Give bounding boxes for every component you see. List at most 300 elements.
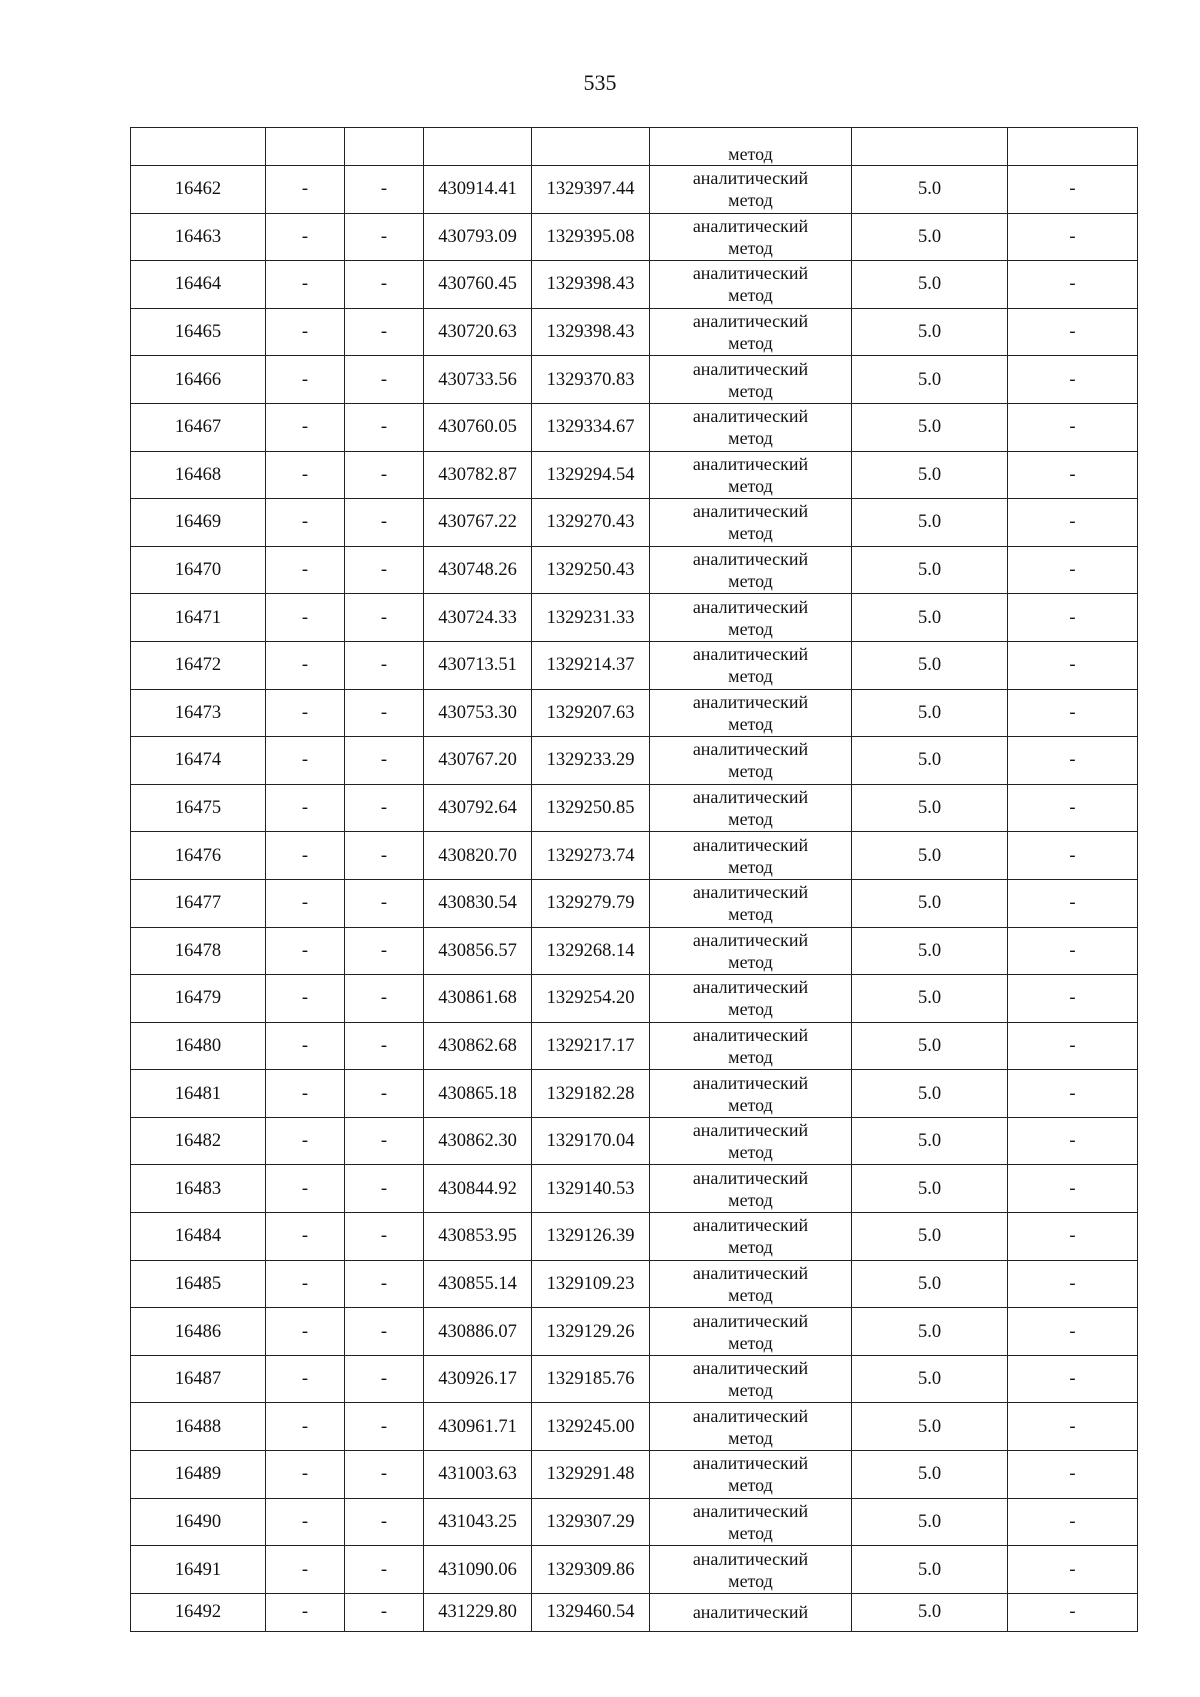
table-row xyxy=(131,261,1138,309)
cell-method xyxy=(650,1498,852,1546)
cell-col8: - xyxy=(1008,166,1138,214)
cell-col3: - xyxy=(345,1593,424,1631)
cell-method xyxy=(650,784,852,832)
cell-x xyxy=(424,128,532,166)
cell-method xyxy=(650,1546,852,1594)
cell-method xyxy=(650,166,852,214)
cell-col3: - xyxy=(345,451,424,499)
table-row xyxy=(131,1070,1138,1118)
cell-x: 430724.33 xyxy=(424,594,532,642)
cell-point-number: 16483 xyxy=(131,1165,266,1213)
cell-y xyxy=(532,128,650,166)
cell-y: 1329214.37 xyxy=(532,641,650,689)
cell-y: 1329250.43 xyxy=(532,546,650,594)
cell-col3: - xyxy=(345,832,424,880)
method-line1: аналитический xyxy=(692,1602,809,1623)
cell-col3: - xyxy=(345,403,424,451)
cell-col8: - xyxy=(1008,1117,1138,1165)
cell-col3: - xyxy=(345,784,424,832)
cell-accuracy: 5.0 xyxy=(852,261,1008,309)
cell-accuracy: 5.0 xyxy=(852,1022,1008,1070)
table-row xyxy=(131,1451,1138,1499)
cell-col8: - xyxy=(1008,1308,1138,1356)
cell-x: 431003.63 xyxy=(424,1451,532,1499)
cell-col3: - xyxy=(345,1070,424,1118)
method-line1: аналитический xyxy=(692,882,809,903)
cell-col3: - xyxy=(345,737,424,785)
cell-accuracy: 5.0 xyxy=(852,1498,1008,1546)
cell-col8: - xyxy=(1008,975,1138,1023)
cell-accuracy: 5.0 xyxy=(852,1451,1008,1499)
method-line2: метод xyxy=(728,475,773,496)
cell-method xyxy=(650,1022,852,1070)
cell-x: 430886.07 xyxy=(424,1308,532,1356)
cell-accuracy: 5.0 xyxy=(852,166,1008,214)
method-line1: аналитический xyxy=(692,453,809,474)
cell-x: 430760.45 xyxy=(424,261,532,309)
cell-point-number: 16489 xyxy=(131,1451,266,1499)
cell-x: 430793.09 xyxy=(424,213,532,261)
method-line1: аналитический xyxy=(692,168,809,189)
cell-col2: - xyxy=(266,261,345,309)
cell-point-number: 16490 xyxy=(131,1498,266,1546)
cell-y: 1329170.04 xyxy=(532,1117,650,1165)
cell-col8: - xyxy=(1008,1451,1138,1499)
cell-method xyxy=(650,975,852,1023)
cell-col3: - xyxy=(345,1498,424,1546)
cell-col8: - xyxy=(1008,1546,1138,1594)
method-line2: метод xyxy=(728,380,773,401)
method-line1: аналитический xyxy=(692,834,809,855)
cell-x: 430926.17 xyxy=(424,1355,532,1403)
cell-point-number: 16479 xyxy=(131,975,266,1023)
cell-x: 430767.22 xyxy=(424,499,532,547)
cell-col3: - xyxy=(345,1165,424,1213)
cell-point-number: 16469 xyxy=(131,499,266,547)
cell-method xyxy=(650,832,852,880)
cell-col2: - xyxy=(266,166,345,214)
cell-x: 430856.57 xyxy=(424,927,532,975)
cell-y: 1329140.53 xyxy=(532,1165,650,1213)
cell-col2: - xyxy=(266,879,345,927)
cell-col3: - xyxy=(345,1213,424,1261)
cell-col2: - xyxy=(266,403,345,451)
method-line1: аналитический xyxy=(692,263,809,284)
cell-y: 1329270.43 xyxy=(532,499,650,547)
cell-method xyxy=(650,1355,852,1403)
table-row xyxy=(131,1593,1138,1631)
cell-col8: - xyxy=(1008,1260,1138,1308)
cell-accuracy: 5.0 xyxy=(852,689,1008,737)
cell-accuracy: 5.0 xyxy=(852,213,1008,261)
method-line2: метод xyxy=(728,428,773,449)
table-row xyxy=(131,1498,1138,1546)
cell-point-number: 16484 xyxy=(131,1213,266,1261)
method-line2: метод xyxy=(728,856,773,877)
cell-method xyxy=(650,1070,852,1118)
cell-x: 430792.64 xyxy=(424,784,532,832)
method-line2: метод xyxy=(728,761,773,782)
cell-point-number: 16491 xyxy=(131,1546,266,1594)
cell-col8: - xyxy=(1008,1498,1138,1546)
cell-col8: - xyxy=(1008,1022,1138,1070)
method-line1: аналитический xyxy=(692,1358,809,1379)
cell-method xyxy=(650,1403,852,1451)
cell-y: 1329309.86 xyxy=(532,1546,650,1594)
coordinates-table xyxy=(130,127,1138,1632)
cell-y: 1329182.28 xyxy=(532,1070,650,1118)
method-line2: метод xyxy=(728,809,773,830)
cell-col3: - xyxy=(345,1403,424,1451)
cell-col3: - xyxy=(345,975,424,1023)
cell-col2: - xyxy=(266,546,345,594)
cell-col3: - xyxy=(345,499,424,547)
table-row xyxy=(131,1260,1138,1308)
cell-col8: - xyxy=(1008,737,1138,785)
cell-col3: - xyxy=(345,927,424,975)
cell-col8: - xyxy=(1008,356,1138,404)
cell-point-number: 16482 xyxy=(131,1117,266,1165)
cell-y: 1329109.23 xyxy=(532,1260,650,1308)
method-line2: метод xyxy=(728,237,773,258)
cell-accuracy: 5.0 xyxy=(852,1546,1008,1594)
cell-accuracy: 5.0 xyxy=(852,403,1008,451)
cell-col2: - xyxy=(266,594,345,642)
cell-x: 430861.68 xyxy=(424,975,532,1023)
cell-method xyxy=(650,879,852,927)
table-row xyxy=(131,356,1138,404)
cell-y: 1329460.54 xyxy=(532,1593,650,1631)
table-row xyxy=(131,546,1138,594)
cell-col8 xyxy=(1008,128,1138,166)
cell-col8: - xyxy=(1008,832,1138,880)
cell-col2: - xyxy=(266,1546,345,1594)
cell-method xyxy=(650,213,852,261)
cell-point-number: 16472 xyxy=(131,641,266,689)
method-line2: метод xyxy=(728,1570,773,1591)
cell-col8: - xyxy=(1008,1593,1138,1631)
cell-accuracy: 5.0 xyxy=(852,546,1008,594)
cell-point-number: 16476 xyxy=(131,832,266,880)
cell-y: 1329294.54 xyxy=(532,451,650,499)
cell-accuracy: 5.0 xyxy=(852,832,1008,880)
cell-accuracy: 5.0 xyxy=(852,1593,1008,1631)
cell-x: 430782.87 xyxy=(424,451,532,499)
cell-col2: - xyxy=(266,832,345,880)
cell-method xyxy=(650,546,852,594)
table-row xyxy=(131,737,1138,785)
cell-method xyxy=(650,689,852,737)
table-row xyxy=(131,1355,1138,1403)
table-row xyxy=(131,832,1138,880)
cell-col8: - xyxy=(1008,1403,1138,1451)
cell-accuracy: 5.0 xyxy=(852,356,1008,404)
method-line1: аналитический xyxy=(692,215,809,236)
cell-y: 1329398.43 xyxy=(532,308,650,356)
cell-y: 1329231.33 xyxy=(532,594,650,642)
table-row xyxy=(131,166,1138,214)
cell-y: 1329207.63 xyxy=(532,689,650,737)
cell-point-number: 16481 xyxy=(131,1070,266,1118)
cell-col8: - xyxy=(1008,213,1138,261)
cell-col3: - xyxy=(345,879,424,927)
cell-accuracy: 5.0 xyxy=(852,737,1008,785)
cell-col2: - xyxy=(266,641,345,689)
cell-col3: - xyxy=(345,1117,424,1165)
cell-y: 1329279.79 xyxy=(532,879,650,927)
cell-x: 431229.80 xyxy=(424,1593,532,1631)
method-continuation: метод xyxy=(728,144,773,164)
cell-point-number: 16463 xyxy=(131,213,266,261)
cell-method xyxy=(650,1117,852,1165)
cell-col8: - xyxy=(1008,499,1138,547)
cell-x: 430720.63 xyxy=(424,308,532,356)
cell-point-number: 16492 xyxy=(131,1593,266,1631)
cell-col2: - xyxy=(266,689,345,737)
cell-method xyxy=(650,1260,852,1308)
method-line1: аналитический xyxy=(692,358,809,379)
cell-method xyxy=(650,1451,852,1499)
cell-accuracy xyxy=(852,128,1008,166)
cell-y: 1329397.44 xyxy=(532,166,650,214)
method-line1: аналитический xyxy=(692,1453,809,1474)
cell-y: 1329245.00 xyxy=(532,1403,650,1451)
cell-col2: - xyxy=(266,1403,345,1451)
cell-point-number: 16478 xyxy=(131,927,266,975)
cell-col8: - xyxy=(1008,1165,1138,1213)
cell-x: 430961.71 xyxy=(424,1403,532,1451)
method-line1: аналитический xyxy=(692,311,809,332)
method-line2: метод xyxy=(728,951,773,972)
page-number: 535 xyxy=(583,70,617,95)
cell-col3: - xyxy=(345,356,424,404)
table-row xyxy=(131,499,1138,547)
cell-method xyxy=(650,403,852,451)
method-line1: аналитический xyxy=(692,691,809,712)
cell-point-number: 16468 xyxy=(131,451,266,499)
cell-point-number: 16485 xyxy=(131,1260,266,1308)
cell-accuracy: 5.0 xyxy=(852,1355,1008,1403)
cell-y: 1329129.26 xyxy=(532,1308,650,1356)
cell-col3: - xyxy=(345,546,424,594)
cell-col8: - xyxy=(1008,451,1138,499)
cell-y: 1329370.83 xyxy=(532,356,650,404)
table-row xyxy=(131,975,1138,1023)
cell-method xyxy=(650,641,852,689)
cell-point-number: 16475 xyxy=(131,784,266,832)
method-line2: метод xyxy=(728,1332,773,1353)
cell-col2: - xyxy=(266,1451,345,1499)
cell-x: 430760.05 xyxy=(424,403,532,451)
cell-point-number: 16467 xyxy=(131,403,266,451)
cell-y: 1329250.85 xyxy=(532,784,650,832)
table-row xyxy=(131,451,1138,499)
cell-point-number: 16464 xyxy=(131,261,266,309)
cell-x: 431090.06 xyxy=(424,1546,532,1594)
method-line1: аналитический xyxy=(692,1072,809,1093)
method-line1: аналитический xyxy=(692,739,809,760)
cell-col3: - xyxy=(345,1308,424,1356)
method-line1: аналитический xyxy=(692,1548,809,1569)
cell-x: 430748.26 xyxy=(424,546,532,594)
cell-method xyxy=(650,261,852,309)
cell-col8: - xyxy=(1008,927,1138,975)
cell-col2: - xyxy=(266,308,345,356)
cell-method xyxy=(650,927,852,975)
cell-point-number: 16480 xyxy=(131,1022,266,1070)
table-row xyxy=(131,1117,1138,1165)
cell-x: 430733.56 xyxy=(424,356,532,404)
cell-accuracy: 5.0 xyxy=(852,499,1008,547)
cell-point-number: 16487 xyxy=(131,1355,266,1403)
method-line1: аналитический xyxy=(692,1215,809,1236)
method-line2: метод xyxy=(728,904,773,925)
cell-point-number: 16477 xyxy=(131,879,266,927)
method-line2: метод xyxy=(728,523,773,544)
cell-x: 430820.70 xyxy=(424,832,532,880)
cell-accuracy: 5.0 xyxy=(852,451,1008,499)
cell-col2: - xyxy=(266,1022,345,1070)
cell-point-number: 16488 xyxy=(131,1403,266,1451)
cell-col2 xyxy=(266,128,345,166)
cell-col8: - xyxy=(1008,879,1138,927)
cell-y: 1329307.29 xyxy=(532,1498,650,1546)
cell-accuracy: 5.0 xyxy=(852,1260,1008,1308)
cell-col2: - xyxy=(266,356,345,404)
cell-col8: - xyxy=(1008,1213,1138,1261)
table-row xyxy=(131,879,1138,927)
cell-method xyxy=(650,737,852,785)
table-row xyxy=(131,308,1138,356)
cell-col8: - xyxy=(1008,403,1138,451)
method-line2: метод xyxy=(728,1380,773,1401)
cell-col3: - xyxy=(345,1260,424,1308)
cell-x: 430865.18 xyxy=(424,1070,532,1118)
cell-method xyxy=(650,594,852,642)
cell-accuracy: 5.0 xyxy=(852,641,1008,689)
cell-method xyxy=(650,1308,852,1356)
cell-y: 1329126.39 xyxy=(532,1213,650,1261)
method-line1: аналитический xyxy=(692,1167,809,1188)
cell-accuracy: 5.0 xyxy=(852,927,1008,975)
cell-col2: - xyxy=(266,499,345,547)
cell-accuracy: 5.0 xyxy=(852,1165,1008,1213)
cell-col8: - xyxy=(1008,1070,1138,1118)
cell-col8: - xyxy=(1008,689,1138,737)
cell-col8: - xyxy=(1008,594,1138,642)
cell-method xyxy=(650,356,852,404)
cell-col3: - xyxy=(345,1355,424,1403)
cell-y: 1329395.08 xyxy=(532,213,650,261)
cell-x: 430844.92 xyxy=(424,1165,532,1213)
cell-y: 1329398.43 xyxy=(532,261,650,309)
cell-x: 430853.95 xyxy=(424,1213,532,1261)
cell-col2: - xyxy=(266,1213,345,1261)
cell-x: 430855.14 xyxy=(424,1260,532,1308)
method-line2: метод xyxy=(728,999,773,1020)
method-line1: аналитический xyxy=(692,1500,809,1521)
table-row xyxy=(131,1213,1138,1261)
cell-col8: - xyxy=(1008,1355,1138,1403)
table-row xyxy=(131,689,1138,737)
method-line2: метод xyxy=(728,1237,773,1258)
cell-y: 1329268.14 xyxy=(532,927,650,975)
method-line2: метод xyxy=(728,285,773,306)
cell-method xyxy=(650,308,852,356)
method-line1: аналитический xyxy=(692,644,809,665)
cell-accuracy: 5.0 xyxy=(852,1403,1008,1451)
table-row xyxy=(131,1022,1138,1070)
cell-point-number: 16465 xyxy=(131,308,266,356)
cell-x: 430862.68 xyxy=(424,1022,532,1070)
cell-accuracy: 5.0 xyxy=(852,784,1008,832)
cell-accuracy: 5.0 xyxy=(852,879,1008,927)
cell-col8: - xyxy=(1008,641,1138,689)
cell-x: 430767.20 xyxy=(424,737,532,785)
cell-col3: - xyxy=(345,1451,424,1499)
cell-method xyxy=(650,499,852,547)
method-line1: аналитический xyxy=(692,1310,809,1331)
method-line1: аналитический xyxy=(692,929,809,950)
cell-accuracy: 5.0 xyxy=(852,594,1008,642)
cell-x: 430830.54 xyxy=(424,879,532,927)
cell-y: 1329291.48 xyxy=(532,1451,650,1499)
cell-col3: - xyxy=(345,308,424,356)
cell-point-number: 16466 xyxy=(131,356,266,404)
cell-y: 1329273.74 xyxy=(532,832,650,880)
cell-col8: - xyxy=(1008,546,1138,594)
cell-method xyxy=(650,1213,852,1261)
table-row xyxy=(131,1403,1138,1451)
cell-col2: - xyxy=(266,1308,345,1356)
method-line2: метод xyxy=(728,1142,773,1163)
cell-method xyxy=(650,1593,852,1631)
method-line1: аналитический xyxy=(692,406,809,427)
method-line1: аналитический xyxy=(692,1120,809,1141)
method-line1: аналитический xyxy=(692,977,809,998)
method-line1: аналитический xyxy=(692,1405,809,1426)
cell-col2: - xyxy=(266,784,345,832)
table-row-continuation xyxy=(131,128,1138,166)
cell-col3: - xyxy=(345,641,424,689)
method-line1: аналитический xyxy=(692,501,809,522)
method-line2: метод xyxy=(728,571,773,592)
table-row xyxy=(131,1546,1138,1594)
cell-col3: - xyxy=(345,689,424,737)
cell-accuracy: 5.0 xyxy=(852,1117,1008,1165)
cell-accuracy: 5.0 xyxy=(852,1070,1008,1118)
cell-y: 1329217.17 xyxy=(532,1022,650,1070)
method-line1: аналитический xyxy=(692,1262,809,1283)
cell-col2: - xyxy=(266,451,345,499)
cell-x: 430862.30 xyxy=(424,1117,532,1165)
table-row xyxy=(131,403,1138,451)
table-row xyxy=(131,1308,1138,1356)
cell-col8: - xyxy=(1008,308,1138,356)
cell-accuracy: 5.0 xyxy=(852,975,1008,1023)
table-row xyxy=(131,1165,1138,1213)
cell-col2: - xyxy=(266,1498,345,1546)
cell-col2: - xyxy=(266,1260,345,1308)
method-line2: метод xyxy=(728,713,773,734)
cell-col2: - xyxy=(266,213,345,261)
cell-x: 430713.51 xyxy=(424,641,532,689)
cell-col2: - xyxy=(266,975,345,1023)
cell-col2: - xyxy=(266,737,345,785)
cell-point-number: 16473 xyxy=(131,689,266,737)
cell-col2: - xyxy=(266,1355,345,1403)
table-row xyxy=(131,927,1138,975)
